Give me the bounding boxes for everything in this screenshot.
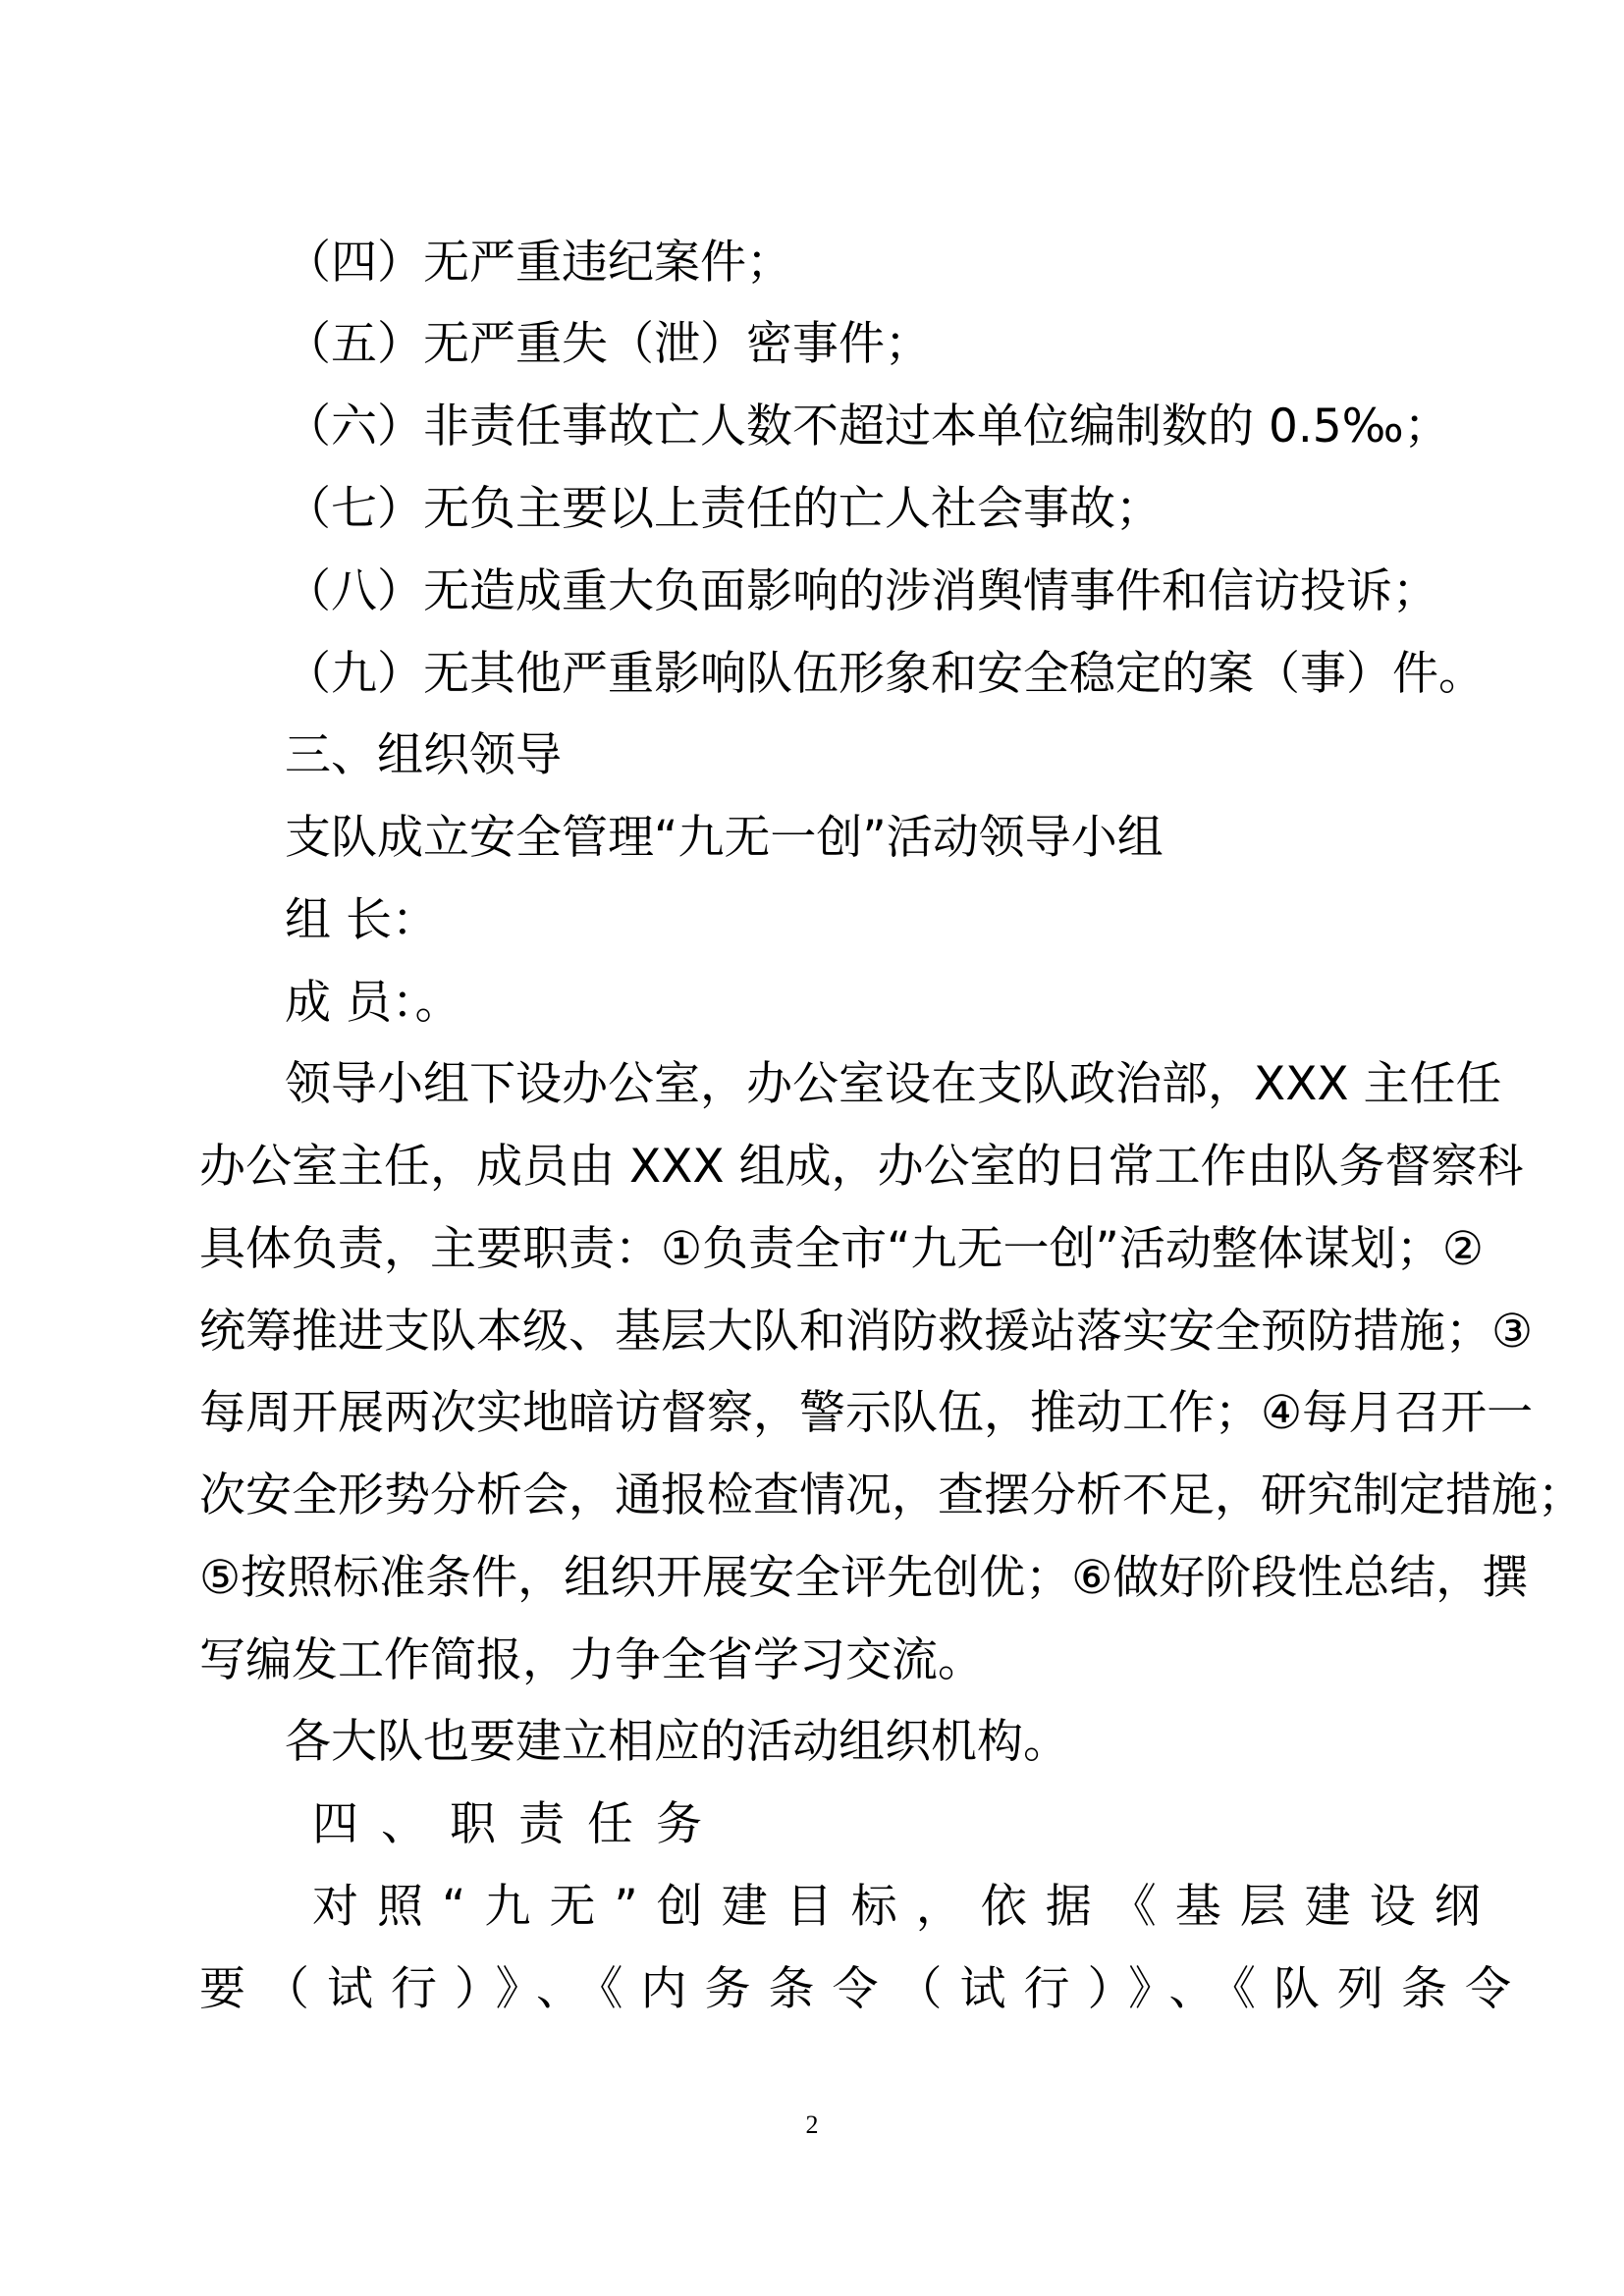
office-paragraph-line: 领导小组下设办公室，办公室设在支队政治部，XXX 主任任 — [285, 1057, 1502, 1111]
list-item-9: （九）无其他严重影响队伍形象和安全稳定的案（事）件。 — [285, 647, 1485, 701]
list-item-7: （七）无负主要以上责任的亡人社会事故； — [285, 482, 1162, 536]
group-leader-line: 组 长： — [285, 893, 438, 947]
office-paragraph-line: ⑤按照标准条件，组织开展安全评先创优；⑥做好阶段性总结，撰 — [199, 1551, 1529, 1605]
page-number: 2 — [805, 2110, 819, 2139]
section-heading-organization: 三、组织领导 — [285, 728, 562, 782]
office-paragraph-line: 统筹推进支队本级、基层大队和消防救援站落实安全预防措施；③ — [199, 1305, 1534, 1359]
list-item-8: （八）无造成重大负面影响的涉消舆情事件和信访投诉； — [285, 564, 1438, 618]
leading-group-sentence: 支队成立安全管理“九无一创”活动领导小组 — [285, 811, 1164, 865]
group-members-line: 成 员：。 — [285, 976, 461, 1030]
section-heading-duties: 四、职责任务 — [312, 1797, 725, 1851]
office-paragraph-line: 办公室主任，成员由 XXX 组成，办公室的日常工作由队务督察科 — [199, 1140, 1524, 1194]
office-paragraph-line: 具体负责，主要职责：①负责全市“九无一创”活动整体谋划；② — [199, 1222, 1484, 1276]
list-item-5: （五）无严重失（泄）密事件； — [285, 317, 931, 371]
office-paragraph-line: 次安全形势分析会，通报检查情况，查摆分析不足，研究制定措施； — [199, 1468, 1584, 1522]
office-paragraph-line: 写编发工作简报，力争全省学习交流。 — [199, 1633, 984, 1687]
list-item-6: （六）非责任事故亡人数不超过本单位编制数的 0.5‰； — [285, 400, 1450, 454]
office-paragraph-line: 每周开展两次实地暗访督察，警示队伍，推动工作；④每月召开一 — [199, 1386, 1534, 1440]
list-item-4: （四）无严重违纪案件； — [285, 236, 792, 290]
final-paragraph-line: 要（试行）》、《内务条令（试行）》、《队列条令 — [199, 1962, 1529, 2016]
brigade-sentence: 各大队也要建立相应的活动组织机构。 — [285, 1715, 1069, 1769]
final-paragraph-line: 对照“九无”创建目标，依据《基层建设纲 — [312, 1880, 1499, 1934]
